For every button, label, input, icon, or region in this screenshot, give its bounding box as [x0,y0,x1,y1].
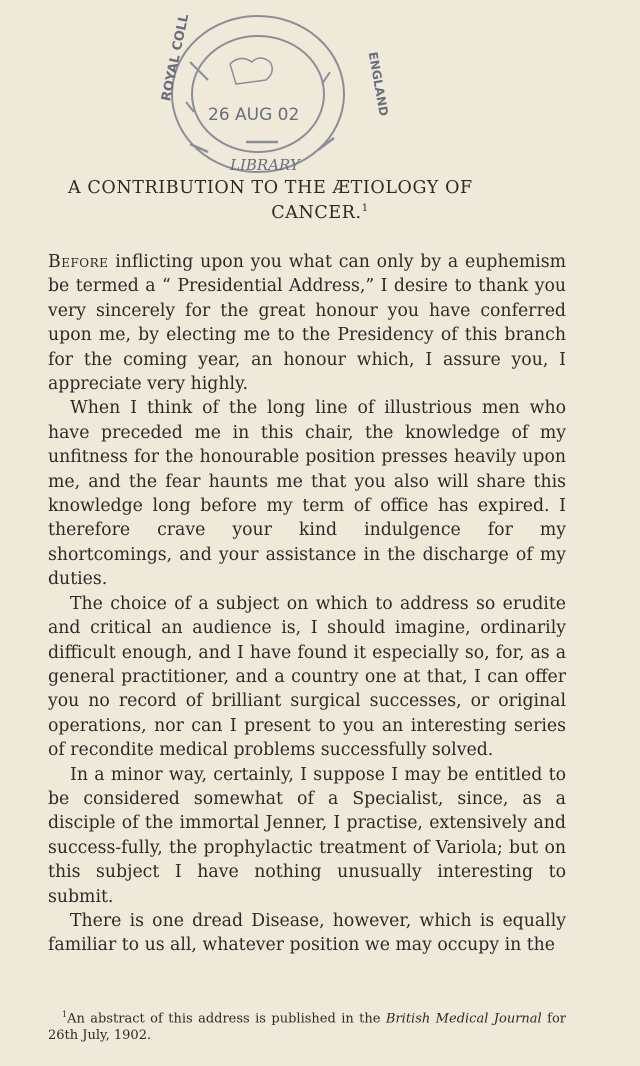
paragraph-2: When I think of the long line of illustrious men who have preceded me in this chair, the knowledge of my unfitness for the honourable position presses heavily upon me, and the fear haunts me that you also will share this knowledge long before my term of office has expired. I therefore crave your kind indulgence for my shortcomings, and your assistance in the discharge of my duties. [48,398,566,590]
stamp-bottom-text: LIBRARY [230,156,300,174]
title-line-2 [0,203,640,223]
library-stamp-icon [150,2,391,180]
stamp-date: 26 AUG 02 [208,105,300,125]
footnote-text-after: for 26th July, 1902. [48,1011,566,1044]
stamp-ring-text-right: ENGLAND [365,50,391,118]
paragraph-4: In a minor way, certainly, I suppose I may be entitled to be considered somewhat of a Specialist, since, as a disciple of the immortal Jenner, I practise, extensively and success-fully, the prophylactic treatment of Variola; but on this subject I have nothing unusually interesting to submit. [48,764,566,907]
paragraph-1-text: inflicting upon you what can only by a euphemism be termed a “ Presidential Address,” I desire to thank you very sincerely for the great honour you have conferred upon me, by electing me to the Presidency of this branch for the coming year, an honour which, I assure you, I appreciate very highly. [48,252,566,395]
title-line-1: A CONTRIBUTION TO THE ÆTIOLOGY OF [68,178,473,198]
paragraph-1-first-word: Before [48,252,109,272]
paragraph-3: The choice of a subject on which to address so erudite and critical an audience is, I should imagine, ordinarily difficult enough, and I have found it especially so, for, as a general practitioner, and a country one at that, I can offer you no record of brilliant surgical successes, or original operations, nor can I present to you an interesting series of recondite medical problems successfully solved. [48,593,566,761]
paragraph-1 [48,250,566,396]
library-stamp [150,2,391,180]
paragraph-5: There is one dread Disease, however, which is equally familiar to us all, whatever position we may occupy in the [48,910,566,956]
footnote-text-before: An abstract of this address is published in the [67,1011,386,1027]
title-footnote-marker: 1 [361,203,369,215]
body-text [48,250,566,958]
footnote-marker: 1 [62,1010,68,1019]
footnote [48,1006,566,1044]
title-line-2-text: CANCER. [271,203,362,223]
stamp-ring-text-left: ROYAL COLL [159,12,193,103]
footnote-journal: British Medical Journal [385,1011,542,1027]
